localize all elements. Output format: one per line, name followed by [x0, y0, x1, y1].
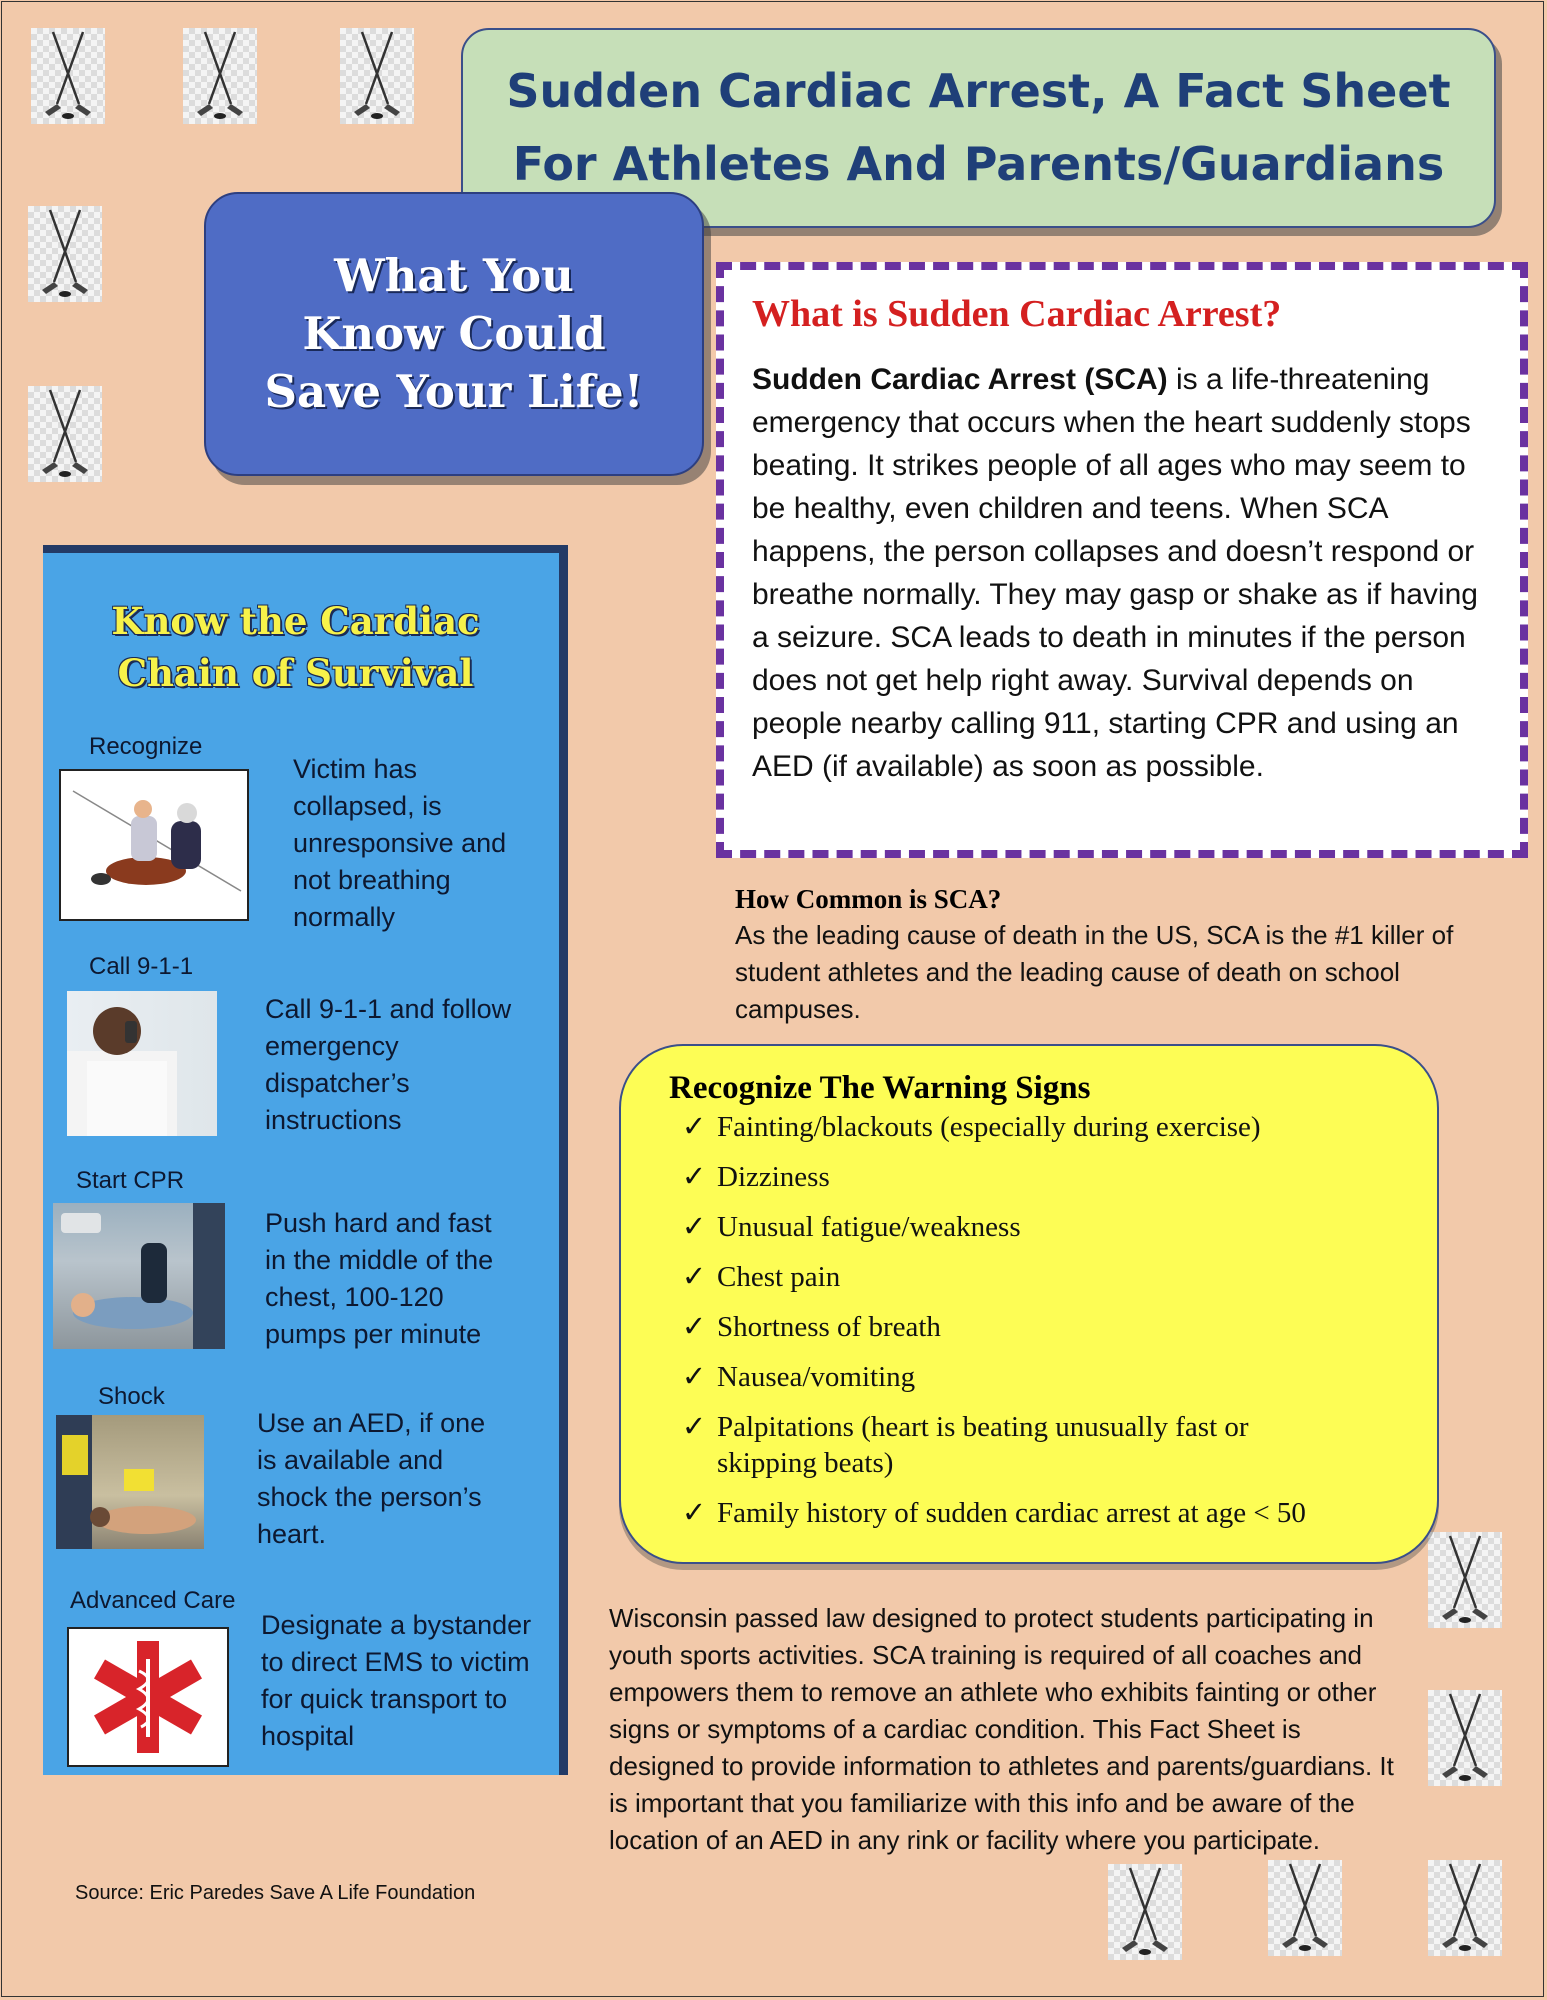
- star-of-life-icon: [67, 1627, 229, 1767]
- hockey-sticks-icon: [183, 28, 257, 124]
- warning-item-text: Fainting/blackouts (especially during exercise): [717, 1111, 1261, 1143]
- save-life-banner: [204, 192, 704, 476]
- checkmark-icon: ✓: [681, 1161, 707, 1193]
- step-text-advanced-care: Designate a bystander to direct EMS to victim for quick transport to hospital: [261, 1610, 532, 1751]
- list-item: [669, 1259, 1437, 1295]
- aed-photo: [56, 1415, 204, 1549]
- page-title: [506, 55, 1450, 201]
- sca-definition-box: [716, 262, 1528, 858]
- checkmark-icon: ✓: [681, 1211, 707, 1243]
- step-label-recognize: Recognize: [89, 733, 203, 760]
- collapse-photo: [59, 769, 249, 921]
- list-item: [669, 1209, 1437, 1245]
- title-line-1: Sudden Cardiac Arrest, A Fact Sheet: [506, 64, 1451, 118]
- sca-bold-lead: Sudden Cardiac Arrest (SCA): [752, 363, 1168, 396]
- checkmark-icon: ✓: [681, 1361, 707, 1393]
- step-label-call: Call 9-1-1: [89, 953, 194, 980]
- hockey-sticks-icon: [31, 28, 105, 124]
- checkmark-icon: ✓: [681, 1111, 707, 1143]
- how-common-heading: How Common is SCA?: [735, 884, 1002, 914]
- banner-line-1: What You: [334, 249, 574, 302]
- warning-item-text: Chest pain: [717, 1261, 841, 1293]
- hockey-sticks-icon: [1108, 1864, 1182, 1960]
- how-common-body: As the leading cause of death in the US, SCA is the #1 killer of student athletes and the leading cause of death on school campuses.: [735, 920, 1454, 1024]
- list-item: [669, 1109, 1437, 1145]
- hockey-sticks-icon: [1428, 1690, 1502, 1786]
- chain-title-line-2: Chain of Survival: [117, 651, 474, 695]
- hockey-sticks-icon: [28, 386, 102, 482]
- law-paragraph: Wisconsin passed law designed to protect students participating in youth sports activities. SCA training is required of all coaches and empowers them to remove an athlete who exhibits fainting or other signs or symptoms of a cardiac condition. This Fact Sheet is designed to provide information to athletes and parents/guardians. It is important that you familiarize with this info and be aware of the location of an AED in any rink or facility where you participate.: [609, 1603, 1394, 1855]
- hockey-sticks-icon: [1428, 1532, 1502, 1628]
- list-item: [669, 1495, 1437, 1531]
- list-item: [669, 1309, 1437, 1345]
- step-text-call: Call 9-1-1 and follow emergency dispatcher’s instructions: [265, 994, 512, 1135]
- source-citation: Source: Eric Paredes Save A Life Foundation: [75, 1882, 476, 1904]
- warning-signs-box: [619, 1044, 1439, 1564]
- list-item: [669, 1159, 1437, 1195]
- warning-item-text: Palpitations (heart is beating unusually fast or skipping beats): [717, 1411, 1249, 1479]
- warning-list: [669, 1109, 1437, 1531]
- checkmark-icon: ✓: [681, 1261, 707, 1293]
- list-item: [669, 1409, 1309, 1481]
- step-label-advanced-care: Advanced Care: [70, 1587, 236, 1614]
- sca-body: [752, 358, 1492, 788]
- warning-heading: Recognize The Warning Signs: [669, 1070, 1091, 1106]
- phone-call-photo: [67, 991, 217, 1136]
- warning-item-text: Family history of sudden cardiac arrest at age < 50: [717, 1497, 1306, 1529]
- step-text-cpr: Push hard and fast in the middle of the chest, 100-120 pumps per minute: [265, 1208, 494, 1349]
- cpr-photo: [53, 1203, 225, 1349]
- sca-heading: What is Sudden Cardiac Arrest?: [752, 293, 1282, 335]
- list-item: [669, 1359, 1437, 1395]
- chain-title: [43, 595, 548, 699]
- hockey-sticks-icon: [28, 206, 102, 302]
- warning-item-text: Unusual fatigue/weakness: [717, 1211, 1021, 1243]
- checkmark-icon: ✓: [681, 1411, 707, 1443]
- banner-line-3: Save Your Life!: [264, 365, 644, 418]
- hockey-sticks-icon: [1268, 1860, 1342, 1956]
- checkmark-icon: ✓: [681, 1311, 707, 1343]
- hockey-sticks-icon: [1428, 1860, 1502, 1956]
- title-line-2: For Athletes And Parents/Guardians: [512, 137, 1445, 191]
- warning-item-text: Shortness of breath: [717, 1311, 941, 1343]
- chain-of-survival-panel: [43, 545, 568, 1775]
- banner-line-2: Know Could: [302, 307, 606, 360]
- warning-item-text: Nausea/vomiting: [717, 1361, 916, 1393]
- checkmark-icon: ✓: [681, 1497, 707, 1529]
- sca-body-text: is a life-threatening emergency that occurs when the heart suddenly stops beating. It strikes people of all ages who may seem to be healthy, even children and teens. When SCA happens, the person collapses and doesn’t respond or breathe normally. They may gasp or shake as if having a seizure. SCA leads to death in minutes if the person does not get help right away. Survival depends on people nearby calling 911, starting CPR and using an AED (if available) as soon as possible.: [752, 363, 1478, 783]
- step-label-cpr: Start CPR: [76, 1167, 185, 1194]
- step-text-shock: Use an AED, if one is available and shock the person’s heart.: [257, 1408, 486, 1549]
- chain-title-line-1: Know the Cardiac: [111, 599, 480, 643]
- warning-item-text: Dizziness: [717, 1161, 830, 1193]
- how-common-section: [735, 884, 1475, 1028]
- step-text-recognize: Victim has collapsed, is unresponsive and not breathing normally: [293, 754, 507, 932]
- step-label-shock: Shock: [98, 1383, 165, 1410]
- hockey-sticks-icon: [340, 28, 414, 124]
